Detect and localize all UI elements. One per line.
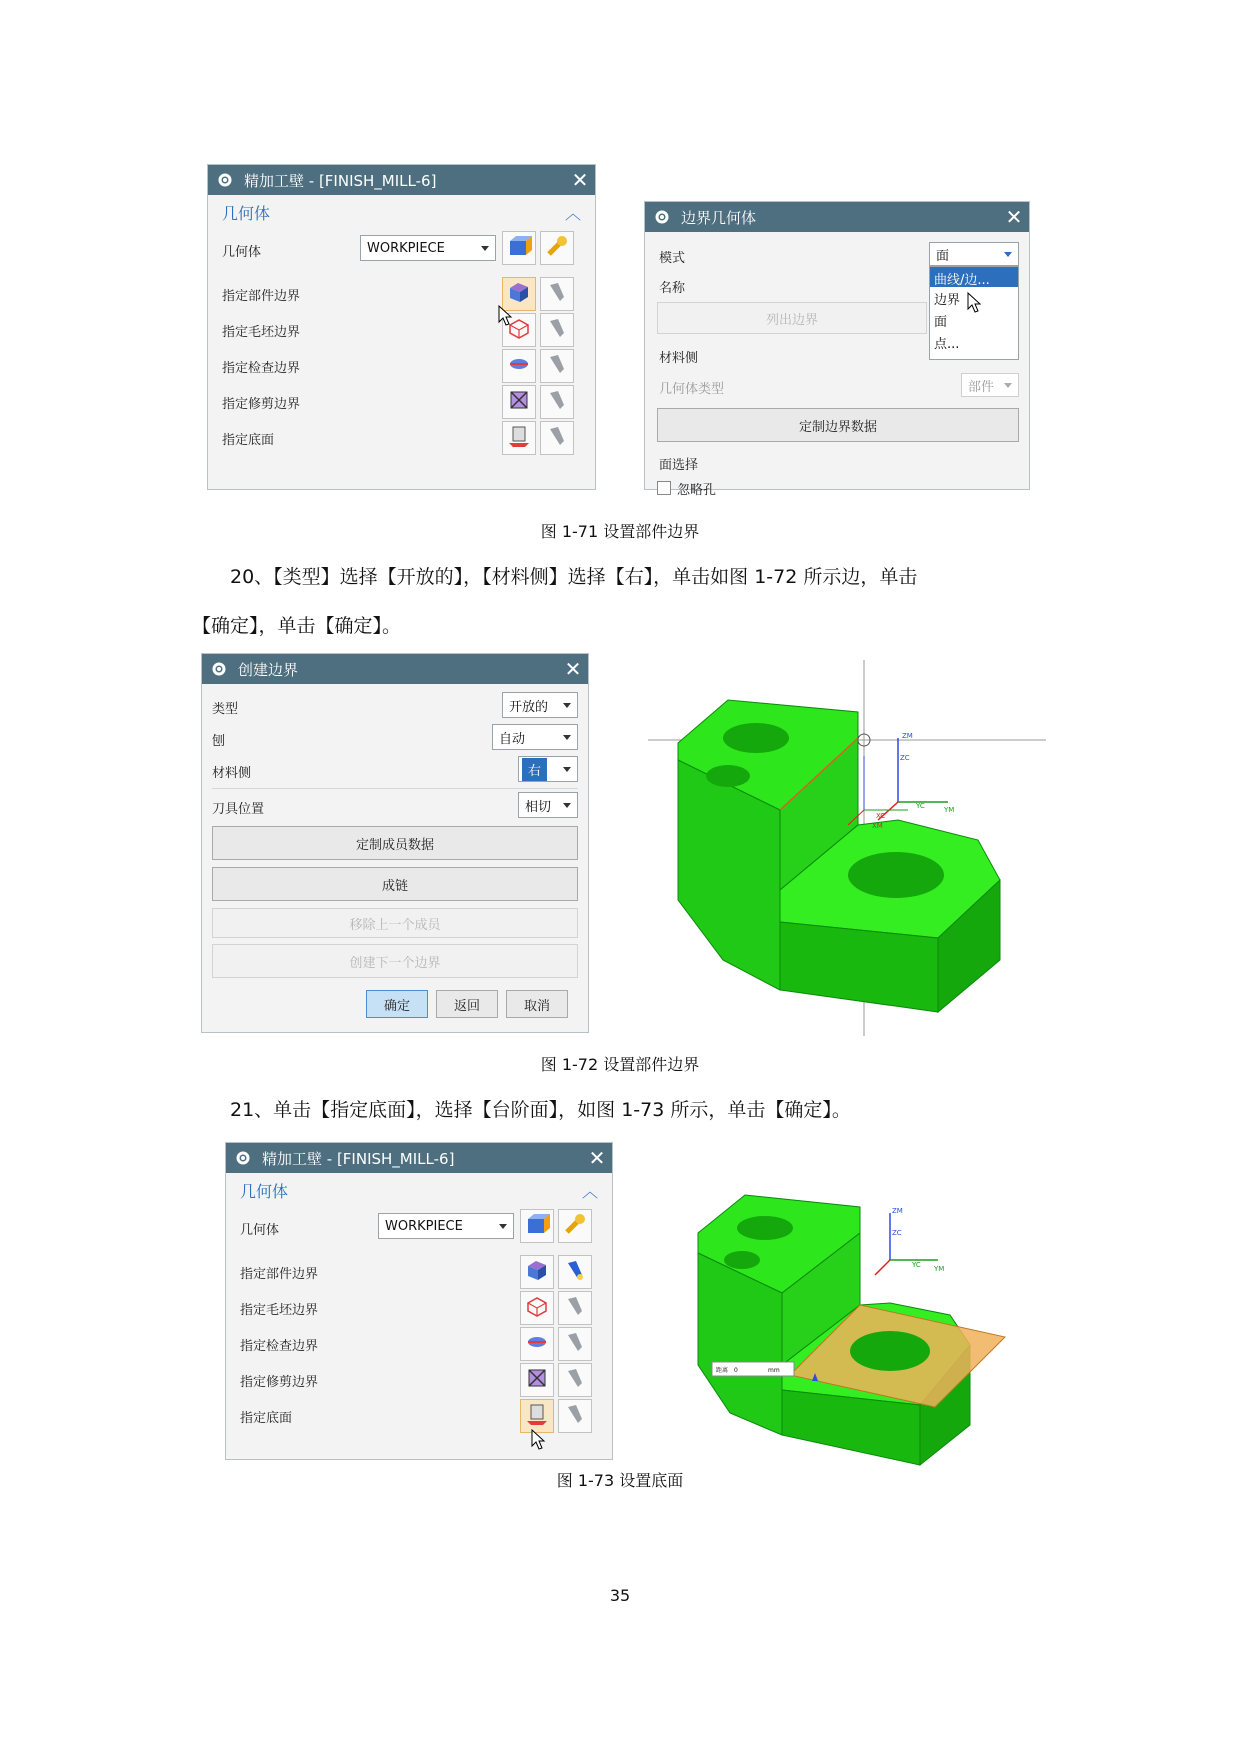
dialog-title-bar <box>226 1143 612 1173</box>
flashlight-icon <box>544 351 570 381</box>
step-20-line-2: 【确定】，单击【确定】。 <box>192 615 402 637</box>
chain-button[interactable]: 成链 <box>212 867 578 901</box>
edit-geometry-button[interactable] <box>558 1209 592 1243</box>
hole-step <box>848 852 944 898</box>
tool-position-value: 相切 <box>525 799 552 815</box>
flashlight-icon <box>562 1293 588 1323</box>
gear-icon <box>234 1149 252 1167</box>
dropdown-option-point[interactable]: 点... <box>934 337 960 352</box>
axis-xc-label: XC <box>876 812 886 820</box>
specify-trim-boundary-button[interactable] <box>502 385 536 419</box>
specify-check-boundary-button[interactable] <box>520 1327 554 1361</box>
display-blank-boundary-button[interactable] <box>540 313 574 347</box>
floor-icon <box>506 423 532 453</box>
list-boundaries-button[interactable]: 列出边界 <box>657 302 927 334</box>
front-face <box>780 922 938 1012</box>
hole-small-top <box>724 1251 760 1269</box>
step-20-line-1: 20、【类型】选择【开放的】，【材料侧】选择【右】，单击如图 1-72 所示边，单击 <box>230 566 918 588</box>
display-part-boundary-button[interactable] <box>540 277 574 311</box>
gear-icon <box>216 171 234 189</box>
geometry-type-label: 几何体类型 <box>659 382 725 397</box>
workpiece-icon <box>524 1211 550 1241</box>
axis-ym-label: YM <box>934 1265 945 1273</box>
display-floor-button[interactable] <box>540 421 574 455</box>
axis-zm-label: ZM <box>892 1207 903 1215</box>
new-geometry-button[interactable] <box>520 1209 554 1243</box>
type-select[interactable] <box>502 692 578 718</box>
flashlight-icon <box>562 1329 588 1359</box>
mode-select-value: 面 <box>936 248 950 264</box>
wrench-icon <box>562 1211 588 1241</box>
custom-boundary-data-button[interactable]: 定制边界数据 <box>657 408 1019 442</box>
axis-yc-label: YC <box>916 802 925 810</box>
mode-select[interactable] <box>929 242 1019 266</box>
specify-trim-boundary-label: 指定修剪边界 <box>222 397 301 412</box>
chevron-up-icon[interactable]: ︿ <box>564 204 581 223</box>
material-side-select[interactable] <box>518 756 578 782</box>
create-boundary-dialog <box>201 653 589 1033</box>
chevron-down-icon <box>1004 383 1012 388</box>
dialog-title: 边界几何体 <box>681 208 757 227</box>
step-21-line-1: 21、单击【指定底面】，选择【台阶面】，如图 1-73 所示，单击【确定】。 <box>230 1099 851 1121</box>
chevron-down-icon <box>499 1224 507 1229</box>
section-title: 几何体 <box>240 1182 289 1201</box>
specify-floor-label: 指定底面 <box>240 1411 293 1426</box>
part-model-view-1-73[interactable] <box>690 1185 1020 1465</box>
plane-label: 刨 <box>212 734 226 749</box>
geometry-select[interactable] <box>360 235 496 261</box>
figure-caption-1-71: 图 1-71 设置部件边界 <box>540 522 700 541</box>
distance-value: 0 <box>734 1367 738 1374</box>
dialog-title: 精加工壁 - [FINISH_MILL-6] <box>244 171 437 190</box>
mouse-cursor-icon <box>531 1429 547 1455</box>
flashlight-icon <box>544 315 570 345</box>
specify-blank-boundary-label: 指定毛坯边界 <box>240 1303 319 1318</box>
chevron-down-icon <box>1004 252 1012 257</box>
cancel-button[interactable]: 取消 <box>506 990 568 1018</box>
finish-mill-dialog-2 <box>225 1142 613 1460</box>
display-part-boundary-button[interactable] <box>558 1255 592 1289</box>
boundary-geometry-dialog <box>644 201 1030 498</box>
flashlight-icon <box>544 423 570 453</box>
chevron-up-icon[interactable]: ︿ <box>581 1182 598 1201</box>
close-icon[interactable]: ✕ <box>571 168 589 192</box>
divider <box>212 788 578 789</box>
edit-geometry-button[interactable] <box>540 231 574 265</box>
part-model-view-1-72[interactable] <box>648 660 1046 1036</box>
back-button[interactable]: 返回 <box>436 990 498 1018</box>
display-check-boundary-button[interactable] <box>540 349 574 383</box>
finish-mill-dialog-1 <box>207 164 596 490</box>
material-side-value: 右 <box>522 758 547 781</box>
hole-step <box>850 1331 930 1371</box>
wrench-icon <box>544 233 570 263</box>
custom-member-data-button[interactable]: 定制成员数据 <box>212 826 578 860</box>
chevron-down-icon <box>563 803 571 808</box>
geometry-type-select[interactable] <box>961 373 1019 397</box>
new-geometry-button[interactable] <box>502 231 536 265</box>
display-trim-boundary-button[interactable] <box>558 1363 592 1397</box>
geometry-section-header[interactable] <box>226 1173 612 1202</box>
chevron-down-icon <box>563 767 571 772</box>
display-floor-button[interactable] <box>558 1399 592 1433</box>
flashlight-icon <box>562 1401 588 1431</box>
flashlight-icon <box>544 279 570 309</box>
flashlight-icon <box>562 1257 588 1287</box>
face-selection-label: 面选择 <box>659 458 699 473</box>
ignore-holes-label: 忽略孔 <box>677 483 717 498</box>
tool-position-select[interactable] <box>518 792 578 818</box>
specify-floor-button[interactable] <box>520 1399 554 1433</box>
specify-floor-button[interactable] <box>502 421 536 455</box>
geometry-label: 几何体 <box>240 1223 280 1238</box>
geometry-select-value: WORKPIECE <box>385 1218 463 1234</box>
display-check-boundary-button[interactable] <box>558 1327 592 1361</box>
gear-icon <box>653 208 671 226</box>
figure-caption-1-72: 图 1-72 设置部件边界 <box>540 1055 700 1074</box>
material-side-label: 材料侧 <box>659 351 699 366</box>
flashlight-icon <box>562 1365 588 1395</box>
geometry-select-value: WORKPIECE <box>367 240 445 256</box>
display-trim-boundary-button[interactable] <box>540 385 574 419</box>
dialog-title-bar <box>645 202 1029 232</box>
chevron-down-icon <box>563 735 571 740</box>
specify-check-boundary-button[interactable] <box>502 349 536 383</box>
section-title: 几何体 <box>222 204 271 223</box>
specify-part-boundary-button[interactable] <box>520 1255 554 1289</box>
hole-large-top <box>723 723 789 753</box>
check-boundary-icon <box>524 1329 550 1359</box>
mouse-cursor-icon <box>967 292 983 318</box>
trim-boundary-icon <box>506 387 532 417</box>
axis-zc-label: ZC <box>892 1229 902 1237</box>
specify-trim-boundary-label: 指定修剪边界 <box>240 1375 319 1390</box>
dialog-title-bar <box>202 654 588 684</box>
dialog-title: 创建边界 <box>238 660 299 679</box>
close-icon[interactable]: ✕ <box>564 657 582 681</box>
specify-blank-boundary-label: 指定毛坯边界 <box>222 325 301 340</box>
distance-label: 距离 <box>716 1367 729 1374</box>
name-label: 名称 <box>659 281 686 296</box>
mouse-cursor-icon <box>498 305 514 331</box>
mode-label: 模式 <box>659 251 686 266</box>
specify-part-boundary-label: 指定部件边界 <box>240 1267 319 1282</box>
display-blank-boundary-button[interactable] <box>558 1291 592 1325</box>
dialog-title-bar <box>208 165 595 195</box>
geometry-label: 几何体 <box>222 245 262 260</box>
specify-floor-label: 指定底面 <box>222 433 275 448</box>
axis-ym-label: YM <box>944 806 955 814</box>
close-icon[interactable]: ✕ <box>588 1146 606 1170</box>
axis-zm-label: ZM <box>902 732 913 740</box>
type-label: 类型 <box>212 702 239 717</box>
flashlight-icon <box>544 387 570 417</box>
dropdown-option-face[interactable]: 面 <box>934 315 948 330</box>
specify-trim-boundary-button[interactable] <box>520 1363 554 1397</box>
axis-zc-label: ZC <box>900 754 910 762</box>
specify-check-boundary-label: 指定检查边界 <box>240 1339 319 1354</box>
chevron-down-icon <box>563 703 571 708</box>
type-value: 开放的 <box>509 699 549 715</box>
hole-small-top <box>706 765 750 787</box>
distance-unit: mm <box>768 1367 780 1374</box>
specify-blank-boundary-button[interactable] <box>520 1291 554 1325</box>
check-boundary-icon <box>506 351 532 381</box>
hole-large-top <box>737 1216 793 1240</box>
trim-boundary-icon <box>524 1365 550 1395</box>
dialog-title: 精加工壁 - [FINISH_MILL-6] <box>262 1149 455 1168</box>
blank-boundary-icon <box>524 1293 550 1323</box>
plane-value: 自动 <box>499 731 526 747</box>
specify-check-boundary-label: 指定检查边界 <box>222 361 301 376</box>
geometry-select[interactable] <box>378 1213 514 1239</box>
tool-position-label: 刀具位置 <box>212 802 265 817</box>
workpiece-icon <box>506 233 532 263</box>
dropdown-option-curve-edge[interactable]: 曲线/边... <box>930 267 1018 287</box>
page-number: 35 <box>609 1586 631 1605</box>
dropdown-option-boundary[interactable]: 边界 <box>934 293 961 308</box>
plane-select[interactable] <box>492 724 578 750</box>
geometry-type-value: 部件 <box>968 379 995 395</box>
axis-xm-label: XM <box>872 822 883 830</box>
gear-icon <box>210 660 228 678</box>
specify-part-boundary-label: 指定部件边界 <box>222 289 301 304</box>
part-boundary-icon <box>524 1257 550 1287</box>
ok-button[interactable]: 确定 <box>366 990 428 1018</box>
remove-previous-member-button[interactable]: 移除上一个成员 <box>212 908 578 938</box>
ignore-holes-checkbox[interactable] <box>657 481 671 495</box>
axis-yc-label: YC <box>912 1261 921 1269</box>
material-side-label: 材料侧 <box>212 766 252 781</box>
geometry-section-header[interactable] <box>208 195 595 224</box>
chevron-down-icon <box>481 246 489 251</box>
figure-caption-1-73: 图 1-73 设置底面 <box>556 1471 684 1490</box>
create-next-boundary-button[interactable]: 创建下一个边界 <box>212 944 578 978</box>
close-icon[interactable]: ✕ <box>1005 205 1023 229</box>
floor-icon <box>524 1401 550 1431</box>
